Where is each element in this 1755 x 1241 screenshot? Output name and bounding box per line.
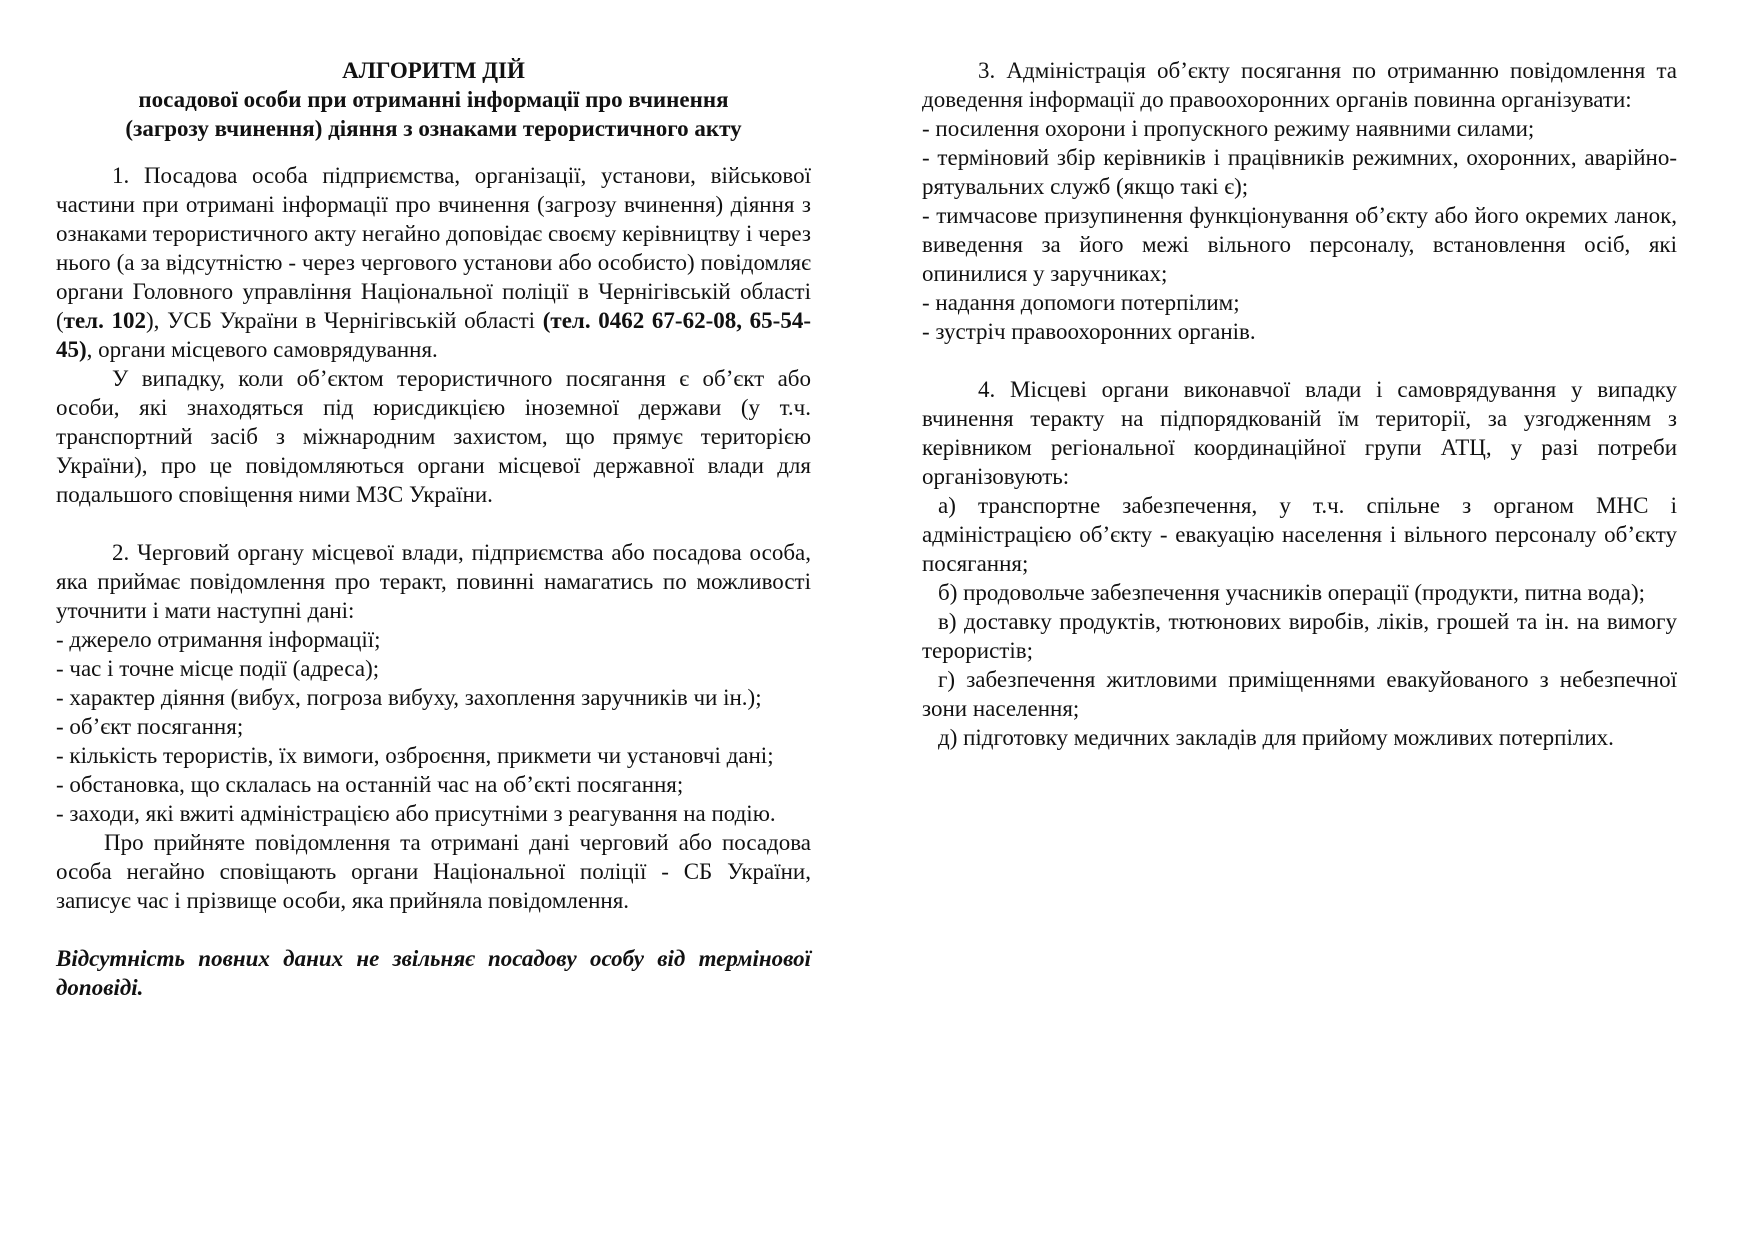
paragraph-2: 2. Черговий органу місцевої влади, підприємства або посадова особа, яка приймає повідомлення про теракт, повинні намагатись по можливості уточнити і мати наступні дані: bbox=[56, 540, 811, 623]
spacer bbox=[922, 346, 1677, 375]
list-item: г) забезпечення житловими приміщеннями евакуйованого з небезпечної зони населення; bbox=[922, 667, 1677, 721]
paragraph-1 bbox=[56, 161, 811, 364]
list-item: - заходи, які вжиті адміністрацією або присутніми з реагування на подію. bbox=[56, 801, 776, 826]
right-column bbox=[922, 56, 1677, 752]
list-item: а) транспортне забезпечення, у т.ч. спільне з органом МНС і адміністрацією об’єкту - евакуацію населення і вільного персоналу об’єкту посягання; bbox=[922, 493, 1677, 576]
list-item: - джерело отримання інформації; bbox=[56, 627, 381, 652]
list-item: - характер діяння (вибух, погроза вибуху, захоплення заручників чи ін.); bbox=[56, 685, 762, 710]
paragraph-1-text-b: ), УСБ України в Чернігівській області bbox=[146, 308, 543, 333]
list-item: - посилення охорони і пропускного режиму наявними силами; bbox=[922, 116, 1535, 141]
list-item: в) доставку продуктів, тютюнових виробів, ліків, грошей та ін. на вимогу терористів; bbox=[922, 609, 1677, 663]
list-item: - час і точне місце події (адреса); bbox=[56, 656, 380, 681]
paragraph-4: 4. Місцеві органи виконавчої влади і самоврядування у випадку вчинення теракту на підпорядкованій їм території, за узгодженням з керівником регіональної координаційної групи АТЦ, у разі потреби організовують: bbox=[922, 377, 1677, 489]
paragraph-foreign: У випадку, коли об’єктом терористичного посягання є об’єкт або особи, які знаходяться під юрисдикцією іноземної держави (у т.ч. транспортний засіб з міжнародним захистом, що прямує територією України), про це повідомляються органи місцевої державної влади для подальшого сповіщення ними МЗС України. bbox=[56, 366, 811, 507]
title-line-2: посадової особи при отриманні інформації про вчинення bbox=[138, 87, 729, 112]
left-column bbox=[56, 56, 811, 1002]
list-item: - тимчасове призупинення функціонування об’єкту або його окремих ланок, виведення за його межі вільного персоналу, встановлення осіб, які опинилися у заручниках; bbox=[922, 203, 1677, 286]
list-item: - терміновий збір керівників і працівників режимних, охоронних, аварійно-рятувальних служб (якщо такі є); bbox=[922, 145, 1677, 199]
paragraph-1-text-a: 1. Посадова особа підприємства, організації, установи, військової частини при отримані інформації про вчинення (загрозу вчинення) діяння з ознаками терористичного акту негайно доповідає своєму керівництву і через нього (а за відсутністю - через чергового установи або особисто) повідомляє органи Головного управління Національної поліції в Чернігівській області ( bbox=[56, 163, 811, 333]
list-item: - зустріч правоохоронних органів. bbox=[922, 319, 1256, 344]
list-item: - надання допомоги потерпілим; bbox=[922, 290, 1240, 315]
spacer bbox=[56, 509, 811, 538]
closing-note: Відсутність повних даних не звільняє посадову особу від термінової доповіді. bbox=[56, 946, 811, 1000]
spacer bbox=[56, 915, 811, 944]
list-item: - кількість терористів, їх вимоги, озброєння, прикмети чи установчі дані; bbox=[56, 743, 774, 768]
list-item: б) продовольче забезпечення учасників операції (продукти, питна вода); bbox=[938, 580, 1646, 605]
title-line-3: (загрозу вчинення) діяння з ознаками терористичного акту bbox=[125, 116, 742, 141]
paragraph-3: 3. Адміністрація об’єкту посягання по отриманню повідомлення та доведення інформації до правоохоронних органів повинна організувати: bbox=[922, 58, 1677, 112]
list-item: - об’єкт посягання; bbox=[56, 714, 244, 739]
phone-sbu: (тел. 0462 67-62-08, 65-54-45) bbox=[56, 308, 811, 362]
paragraph-1-text-c: , органи місцевого самоврядування. bbox=[86, 337, 438, 362]
list-item: - обстановка, що склалась на останній час на об’єкті посягання; bbox=[56, 772, 684, 797]
title-line-1: АЛГОРИТМ ДІЙ bbox=[342, 58, 525, 83]
list-item: д) підготовку медичних закладів для прийому можливих потерпілих. bbox=[938, 725, 1614, 750]
phone-police: тел. 102 bbox=[63, 308, 147, 333]
paragraph-report: Про прийняте повідомлення та отримані дані черговий або посадова особа негайно сповіщають органи Національної поліції - СБ України, записує час і прізвище особи, яка прийняла повідомлення. bbox=[56, 830, 811, 913]
document-title bbox=[56, 56, 811, 143]
